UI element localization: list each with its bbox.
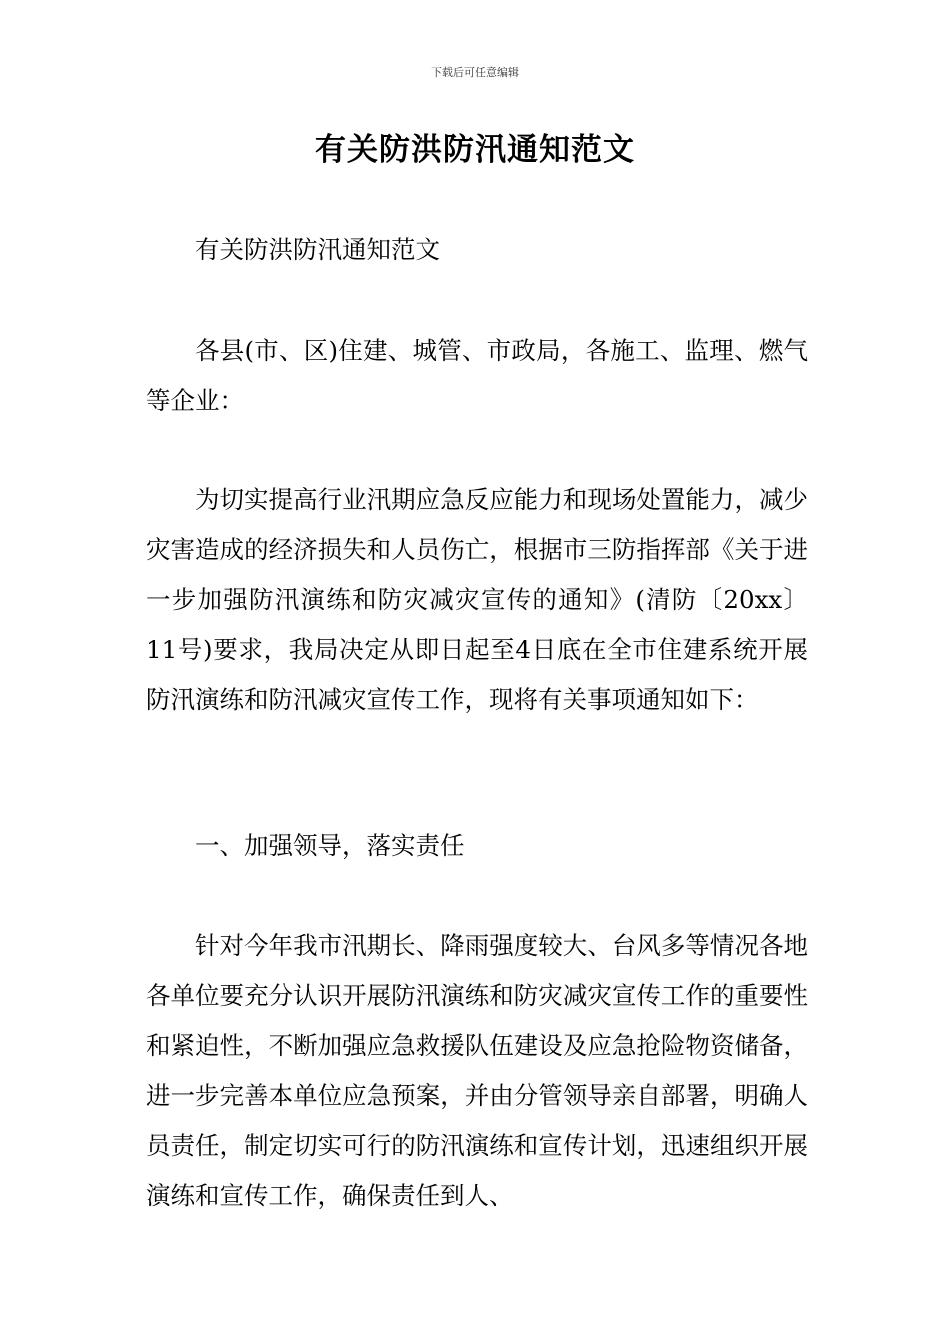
section-body-paragraph: 针对今年我市汛期长、降雨强度较大、台风多等情况各地各单位要充分认识开展防汛演练和防灾减灾宣传工作的重要性和紧迫性，不断加强应急救援队伍建设及应急抢险物资储备，进一步完善本单位应急预案，并由分管领导亲自部署，明确人员责任，制定切实可行的防汛演练和宣传计划，迅速组织开展演练和宣传工作，确保责任到人、 xyxy=(146,931,808,1210)
salutation-paragraph: 各县(市、区)住建、城管、市政局，各施工、监理、燃气等企业： xyxy=(146,336,808,415)
header-note: 下载后可任意编辑 xyxy=(431,66,519,79)
document-subtitle: 有关防洪防汛通知范文 xyxy=(195,235,440,264)
intro-paragraph: 为切实提高行业汛期应急反应能力和现场处置能力，减少灾害造成的经济损失和人员伤亡，根据市三防指挥部《关于进一步加强防汛演练和防灾减灾宣传的通知》(清防〔20xx〕11号)要求，我局决定从即日起至4日底在全市住建系统开展防汛演练和防汛减灾宣传工作，现将有关事项通知如下： xyxy=(146,485,808,714)
document-title: 有关防洪防汛通知范文 xyxy=(315,132,635,168)
section-heading: 一、加强领导，落实责任 xyxy=(195,831,465,860)
